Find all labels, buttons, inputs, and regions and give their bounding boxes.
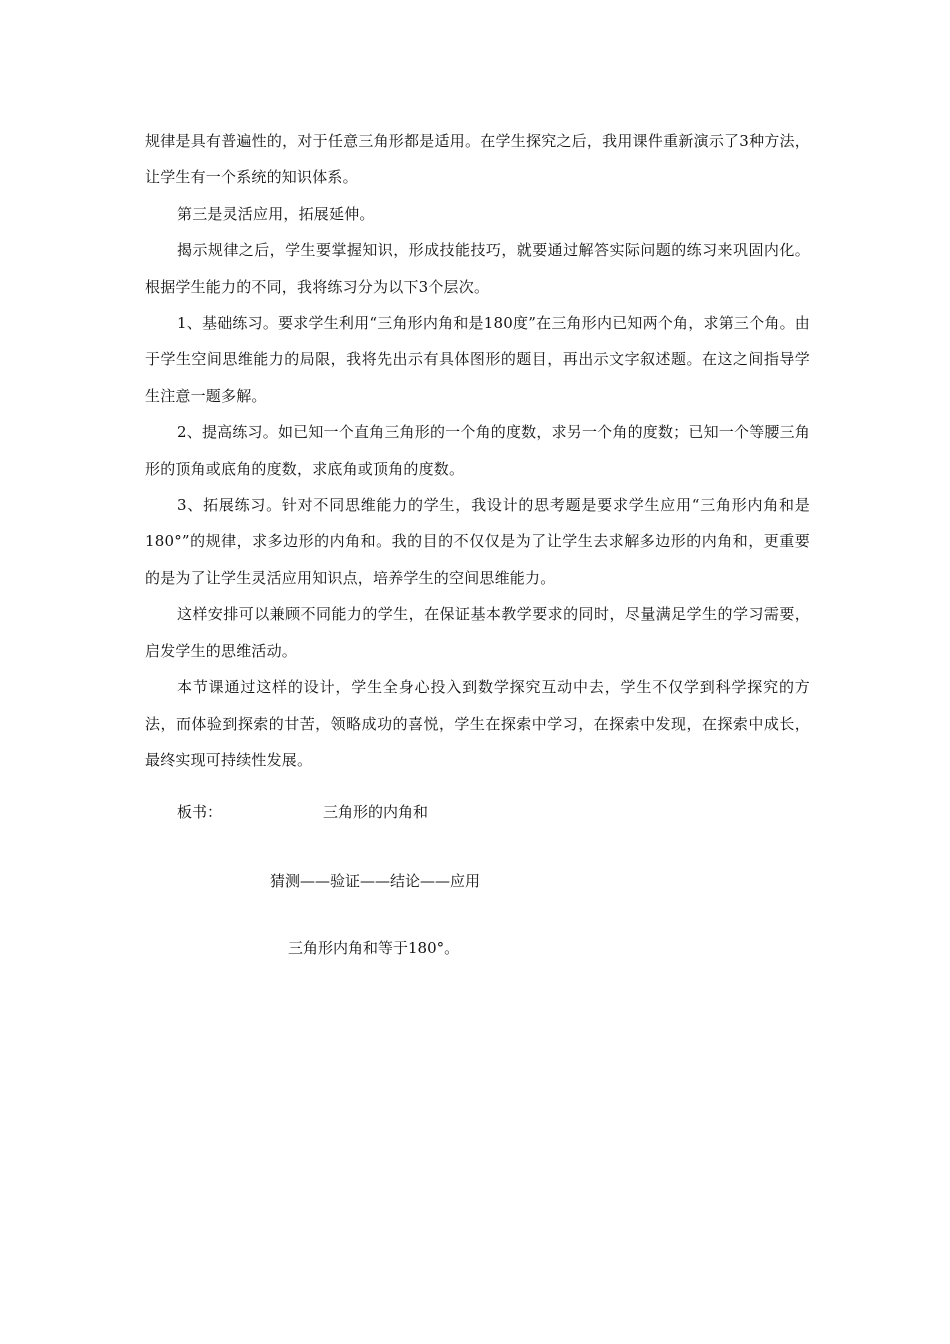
- paragraph-section-three-heading: 第三是灵活应用，拓展延伸。: [177, 204, 375, 223]
- paragraph-exercise-intro: 揭示规律之后，学生要掌握知识，形成技能技巧，就要通过解答实际问题的练习来巩固内化。根据学生能力的不同，我将练习分为以下3个层次。: [145, 241, 810, 296]
- paragraph-lesson-conclusion: 本节课通过这样的设计，学生全身心投入到数学探究互动中去，学生不仅学到科学探究的方法，而体验到探索的甘苦，领略成功的喜悦，学生在探索中学习，在探索中发现，在探索中成长，最终实现可持续性发展。: [145, 678, 810, 769]
- paragraph-extension-exercise: 3、拓展练习。针对不同思维能力的学生，我设计的思考题是要求学生应用“三角形内角和是180°”的规律，求多边形的内角和。我的目的不仅仅是为了让学生去求解多边形的内角和，更重要的是为了让学生灵活应用知识点，培养学生的空间思维能力。: [145, 496, 810, 587]
- board-title: 三角形的内角和: [323, 803, 429, 821]
- board-label: 板书：: [177, 803, 223, 821]
- paragraph-continuation: 规律是具有普遍性的，对于任意三角形都是适用。在学生探究之后，我用课件重新演示了3种方法，让学生有一个系统的知识体系。: [145, 132, 810, 187]
- paragraph-basic-exercise: 1、基础练习。要求学生利用“三角形内角和是180度”在三角形内已知两个角，求第三个角。由于学生空间思维能力的局限，我将先出示有具体图形的题目，再出示文字叙述题。在这之间指导学生注意一题多解。: [145, 314, 810, 405]
- document-body: [145, 123, 810, 778]
- paragraph-arrangement-summary: 这样安排可以兼顾不同能力的学生，在保证基本教学要求的同时，尽量满足学生的学习需要，启发学生的思维活动。: [145, 605, 810, 660]
- paragraph-advanced-exercise: 2、提高练习。如已知一个直角三角形的一个角的度数，求另一个角的度数；已知一个等腰三角形的顶角或底角的度数，求底角或顶角的度数。: [145, 423, 810, 478]
- board-conclusion: 三角形内角和等于180°。: [288, 939, 460, 957]
- board-steps: 猜测——验证——结论——应用: [270, 872, 481, 890]
